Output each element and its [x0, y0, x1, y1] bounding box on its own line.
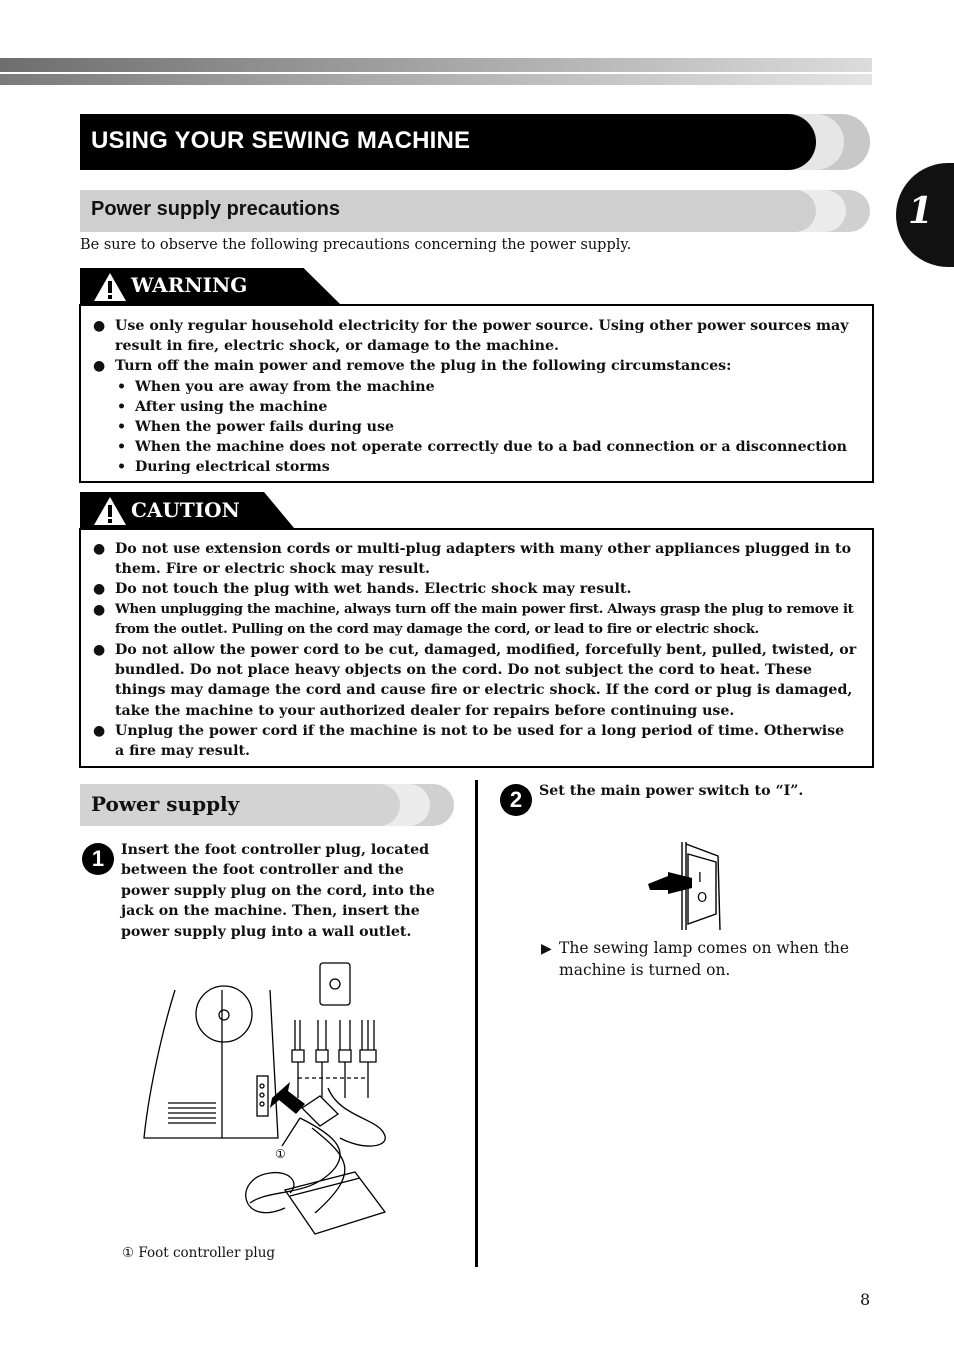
warning-subitem: • When the power fails during use: [83, 417, 858, 437]
caution-item: ● Do not use extension cords or multi-plug adapters with many other appliances plugged in to them. Fire or electric shock may result.: [83, 539, 858, 579]
caution-item: ● Do not touch the plug with wet hands. Electric shock may result.: [83, 579, 858, 599]
chapter-number: 1: [908, 190, 934, 232]
caution-box: [79, 528, 874, 768]
warning-subitem: • When you are away from the machine: [83, 377, 858, 397]
warning-box: [79, 304, 874, 483]
switch-on-mark: I: [698, 871, 702, 886]
power-supply-title: Power supply: [91, 792, 240, 816]
result-text: The sewing lamp comes on when the machine is turned on.: [559, 939, 850, 979]
step-2-text: Set the main power switch to “I”.: [539, 783, 804, 799]
step-1-badge: 1: [82, 843, 114, 875]
precautions-title: Power supply precautions: [91, 198, 340, 220]
warning-item: ● Use only regular household electricity for the power source. Using other power sources may result in fire, electric shock, or damage to the machine.: [83, 316, 858, 356]
warning-item: ● Turn off the main power and remove the plug in the following circumstances:: [83, 356, 858, 376]
page-number: 8: [860, 1290, 871, 1309]
switch-off-mark: O: [697, 891, 708, 906]
header-stripe-bottom: [0, 74, 872, 85]
section-title: USING YOUR SEWING MACHINE: [91, 127, 471, 154]
caution-item: ● When unplugging the machine, always turn off the main power first. Always grasp the plug to remove it from the outlet. Pulling on the cord may damage the cord, or lead to fire or electric shock.: [83, 600, 858, 640]
foot-controller-illustration: [140, 958, 410, 1243]
result-marker-icon: ▶: [541, 941, 552, 957]
caution-label: CAUTION: [131, 498, 240, 522]
step-2-badge: 2: [500, 784, 532, 816]
precautions-intro: Be sure to observe the following precautions concerning the power supply.: [80, 237, 632, 253]
caution-item: ● Do not allow the power cord to be cut, damaged, modified, forcefully bent, pulled, twisted, or bundled. Do not place heavy objects on the cord. Do not subject the cord to heat. These things may damage the cord and cause fire or electric shock. If the cord or plug is damaged, take the machine to your authorized dealer for repairs before continuing use.: [83, 640, 858, 721]
header-stripe-top: [0, 58, 872, 72]
caution-triangle-icon: [92, 495, 128, 527]
power-switch-illustration: [646, 840, 726, 934]
caution-item: ● Unplug the power cord if the machine is not to be used for a long period of time. Otherwise a fire may result.: [83, 721, 858, 761]
warning-label: WARNING: [131, 273, 248, 297]
warning-triangle-icon: [92, 271, 128, 303]
step-1-text: Insert the foot controller plug, located between the foot controller and the power supply plug on the cord, into the jack on the machine. Then, insert the power supply plug into a wall outlet.: [121, 842, 435, 940]
warning-subitem: • When the machine does not operate correctly due to a bad connection or a disconnection: [83, 437, 858, 457]
warning-subitem: • During electrical storms: [83, 457, 858, 477]
warning-subitem: • After using the machine: [83, 397, 858, 417]
column-divider: [475, 780, 478, 1267]
figure-callout-1: ①: [275, 1147, 286, 1161]
figure-caption: ① Foot controller plug: [122, 1245, 276, 1261]
